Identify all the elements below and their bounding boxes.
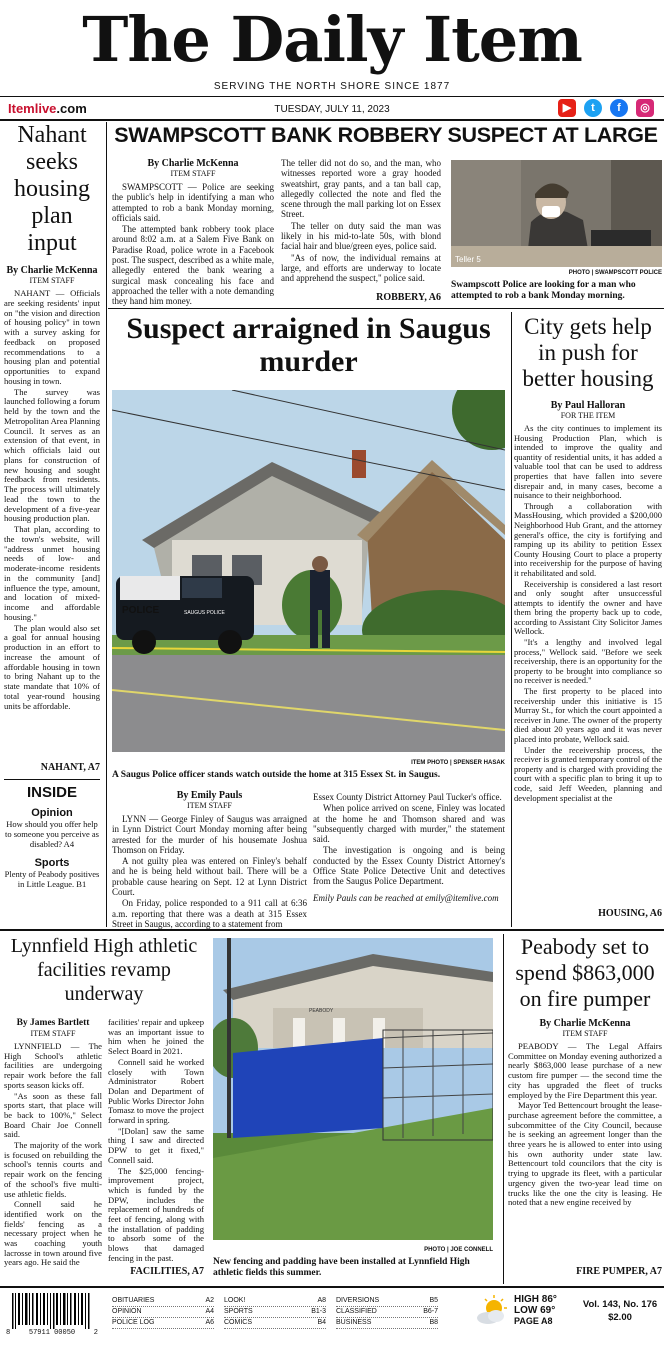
nahant-body (4, 289, 100, 711)
camera-label: Teller 5 (455, 255, 481, 264)
robbery-photo-credit: PHOTO | SWAMPSCOTT POLICE (568, 270, 662, 276)
saugus-col2 (313, 792, 505, 904)
saugus-staff: ITEM STAFF (187, 801, 232, 810)
lynnfield-paragraph: The majority of the work is focused on rebuilding the school's tennis courts and repair work on the fencing of the school's five multi-use athletic fields. (4, 1140, 102, 1199)
index-label: COMICS (224, 1319, 252, 1326)
section-rule (0, 929, 664, 931)
lynnfield-paragraph: The $25,000 fencing-improvement project, which is funded by the DPW, includes the replacement of hundreds of feet of fencing, along with the installation of padding to absorb some of the blows that damaged fencing in the past. (108, 1165, 204, 1263)
lynnfield-paragraph: facilities' repair and upkeep was an important issue to him when he joined the Select Board in 2021. (108, 1017, 204, 1057)
footer-rule (0, 1286, 664, 1288)
peabody-jump[interactable]: FIRE PUMPER, A7 (576, 1266, 662, 1277)
lynnfield-cutline: New fencing and padding have been installed at Lynnfield High athletic fields this summer. (213, 1257, 470, 1278)
lynnfield-jump[interactable]: FACILITIES, A7 (130, 1266, 204, 1277)
price: $2.00 (608, 1312, 632, 1323)
nahant-story (4, 122, 100, 712)
index-entry[interactable] (224, 1296, 326, 1307)
index-label: LOOK! (224, 1297, 246, 1304)
nahant-paragraph: The survey was launched following a forum held by the town and the Metropolitan Area Planning Council. It serves as an extension of that event, in which officials laid out plans for construction of new housing and sought feedback from residents. The process will ultimately lead the town to the development of a five-year housing production plan. (4, 386, 100, 524)
lynnfield-staff: ITEM STAFF (30, 1029, 76, 1038)
index-entry[interactable] (336, 1296, 438, 1307)
inside-sports-teaser[interactable]: Plenty of Peabody positives in Little League. B1 (4, 869, 100, 889)
index-label: DIVERSIONS (336, 1297, 380, 1304)
city-byline: By Paul Halloran (550, 400, 626, 411)
saugus-paragraph: LYNN — George Finley of Saugus was arraigned in Lynn District Court Monday morning after being arrested for the murder of his housemate Joshua Thomson on Friday. (112, 814, 307, 855)
robbery-headline[interactable]: SWAMPSCOTT BANK ROBBERY SUSPECT AT LARGE (114, 123, 658, 147)
lynnfield-paragraph: "As soon as these fall sports start, that place will be back to 100%," Select Board Chair Joe Connell said. (4, 1090, 102, 1140)
peabody-paragraph: PEABODY — The Legal Affairs Committee on Monday evening authorized a nearly $863,000 lease purchase of a new custom fire pumper — the second time the city has upgraded the fleet of trucks employed by the Fire Department this year. (508, 1041, 662, 1100)
robbery-paragraph: SWAMPSCOTT — Police are seeking the public's help in identifying a man who attempted to rob a bank Monday morning, officials said. (112, 182, 274, 223)
lynnfield-byline: By James Bartlett (16, 1018, 90, 1028)
index-page: B1-3 (311, 1308, 326, 1315)
index-page: B8 (429, 1319, 438, 1326)
column-rule (106, 122, 107, 927)
saugus-byline: By Emily Pauls (176, 790, 243, 801)
lynnfield-col1 (4, 1018, 102, 1269)
peabody-staff: ITEM STAFF (562, 1029, 608, 1038)
inside-section-opinion[interactable]: Opinion (31, 807, 73, 819)
index-page: A2 (205, 1297, 214, 1304)
instagram-icon[interactable]: ◎ (636, 99, 654, 117)
column-rule (511, 312, 512, 927)
twitter-icon[interactable]: t (584, 99, 602, 117)
robbery-paragraph: "As of now, the individual remains at large, and efforts are underway to locate and apprehend the suspect," police said. (281, 252, 441, 284)
index-entry[interactable] (336, 1307, 438, 1318)
robbery-staff: ITEM STAFF (170, 169, 216, 178)
nahant-staff: ITEM STAFF (29, 276, 75, 285)
saugus-col1 (112, 790, 307, 930)
barcode-left: 8 (6, 1329, 11, 1337)
index-entry[interactable] (112, 1296, 214, 1307)
city-jump[interactable]: HOUSING, A6 (598, 908, 662, 919)
index-entry[interactable] (112, 1318, 214, 1329)
index-column (112, 1296, 214, 1329)
peabody-story (508, 934, 662, 1209)
index-label: OBITUARIES (112, 1297, 155, 1304)
index-entry[interactable] (112, 1307, 214, 1318)
masthead-title: The Daily Item (82, 3, 582, 76)
barcode-number (6, 1329, 98, 1337)
robbery-paragraph: The teller on duty said the man was likely in his mid-to-late 50s, with blond facial hair and blue/green eyes, police said. (281, 220, 441, 252)
index-label: SPORTS (224, 1308, 253, 1315)
barcode-digits: 57911 00050 (28, 1329, 76, 1337)
header-rule (0, 119, 664, 121)
index-page: A6 (205, 1319, 214, 1326)
peabody-paragraph: Mayor Ted Bettencourt brought the lease-purchase agreement before the committee, a subcommittee of the City Council, because he is seeking an agreement longer than the three years he is allowed to enter into using his own authority under state law. Bettencourt told councilors that the city is trying to upgrade its fleet, with a particular urgency given the two-year lead time on trucks like the one the city is leasing. He noted that a new engine received by (508, 1100, 662, 1208)
index-entry[interactable] (224, 1318, 326, 1329)
city-paragraph: The first property to be placed into receivership under this initiative is 15 Murray St., for which the court appointed a receiver in June. The owner of the property died about 20 years ago and it was never placed into probate, Wellock said. (514, 686, 662, 744)
robbery-col2 (281, 158, 441, 285)
lynnfield-paragraph: "[Dolan] saw the same thing I saw and directed DPW to get it fixed," Connell said. (108, 1125, 204, 1165)
lynnfield-col2 (108, 1018, 204, 1265)
robbery-col1 (112, 158, 274, 308)
index-page: A8 (317, 1297, 326, 1304)
index-label: BUSINESS (336, 1319, 372, 1326)
index-entry[interactable] (224, 1307, 326, 1318)
lynnfield-paragraph: Connell said he worked closely with Town Administrator Robert Dolan and Department of Public Works Director John Tomasz to move the project forward in spring. (108, 1056, 204, 1126)
city-story (514, 314, 662, 804)
city-staff: FOR THE ITEM (560, 411, 616, 420)
police-car-side: SAUGUS POLICE (184, 610, 225, 616)
index-page: A4 (205, 1308, 214, 1315)
index-label: POLICE LOG (112, 1319, 155, 1326)
lynnfield-headline[interactable]: Lynnfield High athletic facilities revamp underway (10, 935, 198, 1005)
robbery-paragraph: The teller did not do so, and the man, who witnesses reported wore a gray hooded sweatshirt, gray pants, and a tan ball cap, allegedly collected the note and fled the scene through the mall parking lot on Essex Street. (281, 158, 441, 220)
barcode-bars (12, 1293, 90, 1329)
weather-low: LOW 69° (514, 1305, 556, 1316)
robbery-byline: By Charlie McKenna (147, 158, 239, 169)
saugus-headline[interactable]: Suspect arraigned in Saugus murder (126, 312, 491, 378)
nahant-byline: By Charlie McKenna (6, 265, 98, 276)
index-entry[interactable] (336, 1318, 438, 1329)
masthead-rule (0, 96, 664, 97)
index-column (336, 1296, 438, 1329)
site-link[interactable] (8, 101, 87, 116)
city-headline[interactable]: City gets help in push for better housing (522, 314, 654, 391)
issue-date: TUESDAY, JULY 11, 2023 (274, 104, 390, 115)
saugus-paragraph: A not guilty plea was entered on Finley's behalf and he is being held without bail. There will be a probable cause hearing on Sept. 12 at Lynn District Court. (112, 856, 307, 898)
weather-box (514, 1294, 574, 1327)
city-paragraph: As the city continues to implement its Housing Production Plan, which is intended to improve the quality and quantity of residential units, it has added a valuable tool that can be used to address properties that have fallen into severe disrepair and, in many cases, become a nuisance to their neighborhood. (514, 423, 662, 501)
saugus-paragraph: On Friday, police responded to a 911 call at 6:36 a.m. reporting that there was a death at 315 Essex Street in Saugus, according to a statement from (112, 898, 307, 929)
nahant-paragraph: NAHANT — Officials are seeking residents' input on "the vision and direction of housing policy" in town with a survey asking for feedback on proposed recommendations to a housing plan and potential opportunities to expand housing in town. (4, 288, 100, 386)
city-paragraph: Through a collaboration with MassHousing, which provided a $200,000 Neighborhood Hub Grant, and the attorney general's office, the city is fortifying and ramping up its ability to petition Essex County Housing Court to place a property into receivership for the purpose of having it rehabilitated and sold. (514, 500, 662, 578)
saugus-photo-credit: ITEM PHOTO | SPENSER HASAK (411, 760, 505, 766)
issue-info (578, 1298, 662, 1324)
volume-number: Vol. 143, No. 176 (582, 1299, 658, 1310)
saugus-paragraph: When police arrived on scene, Finley was located at the home he and Thomson shared and was "subsequently charged with murder," the statement said. (313, 803, 505, 845)
index-label: CLASSIFIED (336, 1308, 377, 1315)
inside-box (4, 784, 100, 889)
inside-rule (4, 779, 100, 780)
saugus-photo (112, 390, 505, 752)
peabody-byline: By Charlie McKenna (539, 1018, 631, 1029)
index-page: B4 (317, 1319, 326, 1326)
lynnfield-photo (213, 938, 493, 1240)
saugus-paragraph: The investigation is ongoing and is being conducted by the Essex County District Attorney's Office State Police Detective Unit and detectives from the Saugus Police Department. (313, 845, 505, 887)
index-label: OPINION (112, 1308, 142, 1315)
inside-title: INSIDE (26, 784, 77, 801)
saugus-paragraph: Essex County District Attorney Paul Tucker's office. (313, 792, 502, 802)
lynnfield-paragraph: Connell said he identified work on the fields' fencing as a necessary project when he was coaching youth lacrosse in town around five years ago. He said the (4, 1199, 102, 1268)
robbery-jump[interactable]: ROBBERY, A6 (376, 292, 441, 303)
robbery-cutline: Swampscott Police are looking for a man who attempted to rob a bank Monday morning. (451, 280, 636, 301)
index-page: B6-7 (423, 1308, 438, 1315)
nahant-paragraph: That plan, according to the town's website, will "address unmet housing needs of low- and moderate-income residents in the community [and] influence the type, amount, and location of mixed-income and affordable housing." (4, 524, 100, 622)
masthead-tagline: SERVING THE NORTH SHORE SINCE 1877 (213, 81, 451, 92)
section-rule (108, 308, 664, 309)
index-page: B5 (429, 1297, 438, 1304)
lynnfield-photo-credit: PHOTO | JOE CONNELL (424, 1247, 493, 1253)
nahant-headline[interactable]: Nahant seeks housing plan input (13, 122, 90, 256)
city-paragraph: Receivership is considered a last resort and only sought after unsuccessful attempts to identify the owner and have them bring the property back up to code, according to Assistant City Solicitor James Wellock. (514, 578, 662, 637)
site-suffix: .com (56, 101, 87, 116)
weather-page[interactable]: PAGE A8 (514, 1316, 553, 1326)
barcode-right: 2 (93, 1329, 98, 1337)
city-paragraph: "It's a lengthy and involved legal process," Wellock said. "Before we seek receivership, there is an opportunity for the property to be brought into compliance so no receiver is needed." (514, 637, 662, 686)
robbery-photo (451, 160, 662, 267)
youtube-icon[interactable]: ▶ (558, 99, 576, 117)
city-paragraph: Under the receivership process, the receiver is granted temporary control of the property and is charged with providing the court with a specific plan to bring it up to code, said Jeff Weeden, planning and development specialist at the (514, 744, 662, 803)
column-rule (503, 934, 504, 1284)
barcode (6, 1293, 98, 1341)
inside-opinion-teaser[interactable]: How should you offer help to someone you perceive as disabled? A4 (5, 819, 99, 849)
index-column (224, 1296, 326, 1329)
robbery-paragraph: The attempted bank robbery took place around 8:02 a.m. at a Salem Five Bank on Paradise Road, police wrote in a Facebook post. The suspect, described as a white male, allegedly entered the bank wearing a surgical mask concealing his face and approached the teller with a note demanding they hand him money. (112, 224, 274, 307)
inside-section-sports[interactable]: Sports (34, 857, 70, 869)
saugus-cutline: A Saugus Police officer stands watch outside the home at 315 Essex St. in Saugus. (112, 770, 441, 780)
nahant-jump[interactable]: NAHANT, A7 (40, 762, 100, 773)
building-sign: PEABODY (309, 1008, 334, 1014)
site-name: Itemlive (8, 101, 57, 116)
facebook-icon[interactable]: f (610, 99, 628, 117)
nahant-paragraph: The plan would also set a goal for annual housing production in an effort to increase the amount of affordable housing in town to bring Nahant up to the state mandate that 10% of total year-round housing units be affordable. (4, 622, 100, 711)
weather-high: HIGH 86° (514, 1294, 557, 1305)
saugus-contact: Emily Pauls can be reached at emily@itemlive.com (313, 892, 499, 903)
partly-sunny-icon (474, 1294, 510, 1330)
lynnfield-paragraph: LYNNFIELD — The High School's athletic facilities are undergoing repair work before the fall sports season kicks off. (4, 1041, 102, 1090)
peabody-headline[interactable]: Peabody set to spend $863,000 on fire pumper (515, 934, 655, 1011)
police-car-label: POLICE (122, 605, 160, 616)
